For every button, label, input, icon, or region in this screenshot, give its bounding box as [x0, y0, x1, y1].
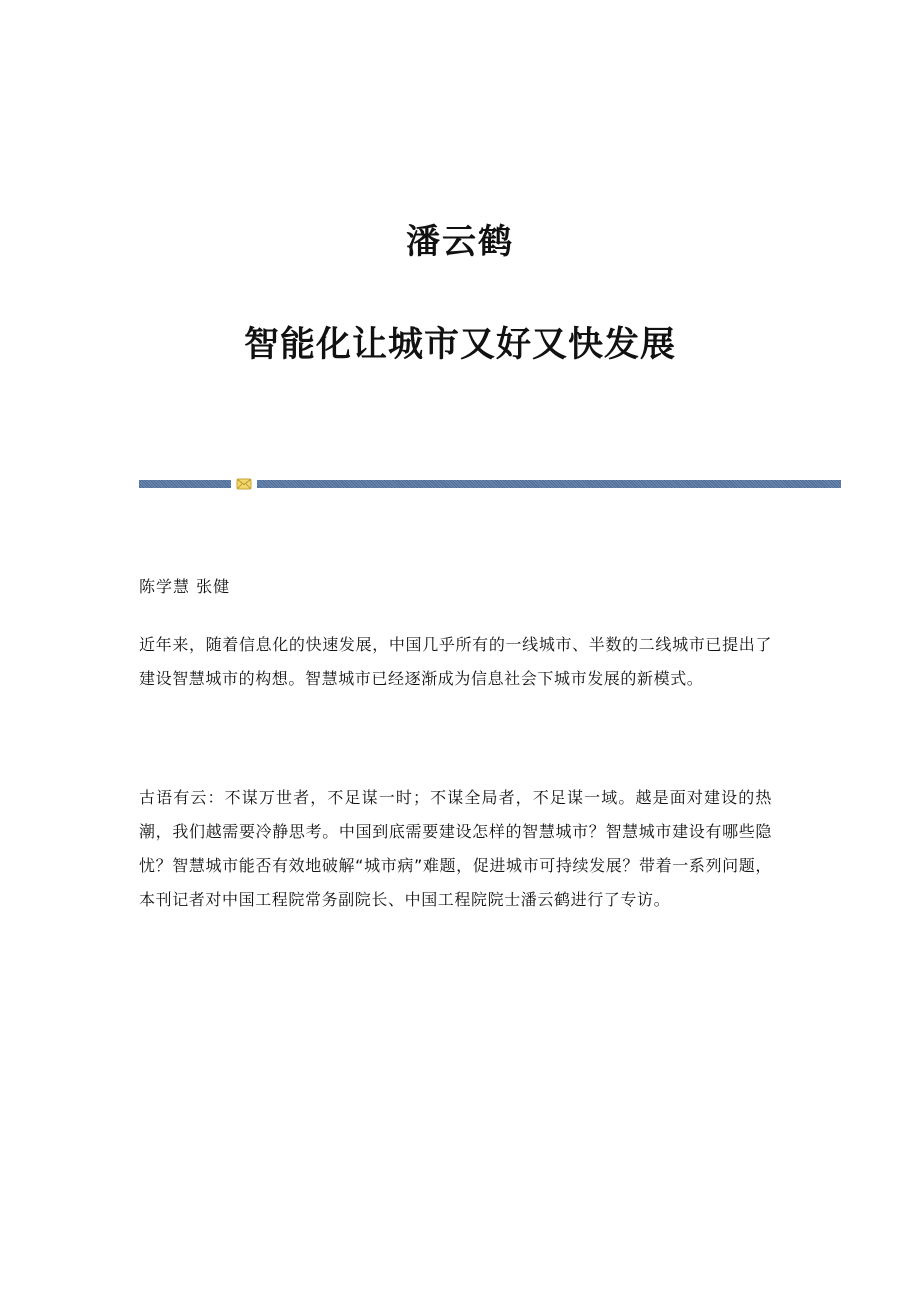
divider-bar-left: [139, 480, 231, 488]
person-name-heading: 潘云鹤: [406, 222, 514, 262]
paragraph-interview: 古语有云：不谋万世者，不足谋一时；不谋全局者，不足谋一域。越是面对建设的热潮，我们越需要冷静思考。中国到底需要建设怎样的智慧城市？智慧城市建设有哪些隐忧？智慧城市能否有效地破解“城市病”难题，促进城市可持续发展？带着一系列问题，本刊记者对中国工程院常务副院长、中国工程院院士潘云鹤进行了专访。: [139, 788, 772, 909]
ornament-icon: [236, 478, 252, 490]
authors-line: 陈学慧 张健: [139, 577, 231, 596]
title-divider: [139, 478, 841, 490]
divider-bar-right: [257, 480, 841, 488]
article-title: 智能化让城市又好又快发展: [243, 325, 676, 365]
paragraph-intro: 近年来，随着信息化的快速发展，中国几乎所有的一线城市、半数的二线城市已提出了建设智慧城市的构想。智慧城市已经逐渐成为信息社会下城市发展的新模式。: [139, 635, 772, 688]
